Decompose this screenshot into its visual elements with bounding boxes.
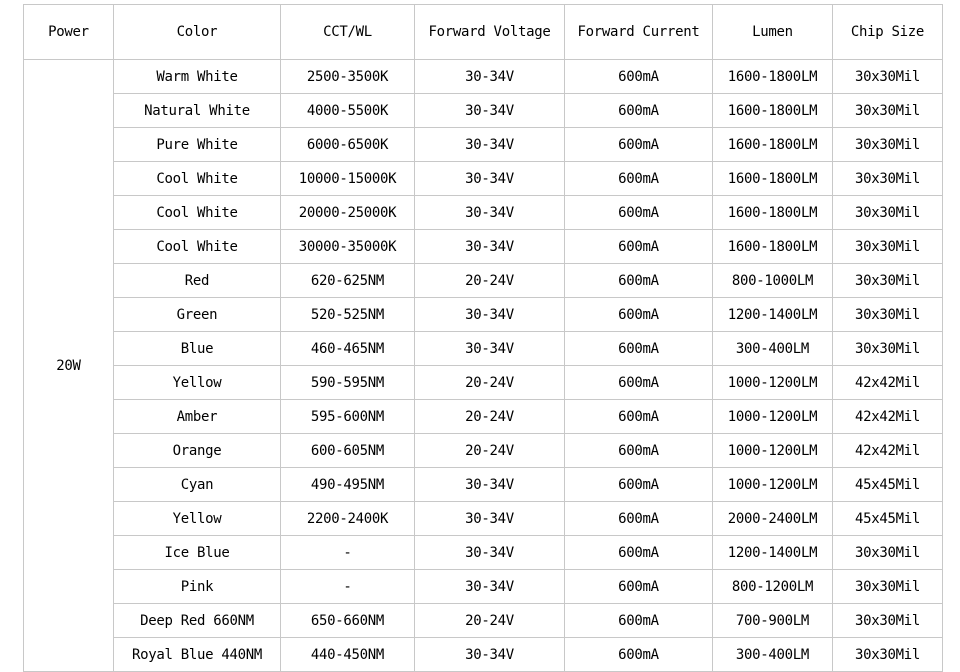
cell-lumen: 700-900LM — [713, 604, 833, 638]
cell-color: Yellow — [114, 366, 281, 400]
cell-cct-wl: 10000-15000K — [281, 162, 415, 196]
cell-cct-wl: 590-595NM — [281, 366, 415, 400]
cell-cct-wl: 4000-5500K — [281, 94, 415, 128]
cell-forward-voltage: 30-34V — [415, 230, 565, 264]
cell-lumen: 800-1200LM — [713, 570, 833, 604]
table-row — [24, 604, 943, 638]
cell-lumen: 1000-1200LM — [713, 468, 833, 502]
led-spec-table — [23, 4, 943, 672]
table-row — [24, 60, 943, 94]
cell-forward-voltage: 20-24V — [415, 366, 565, 400]
cell-chip-size: 30x30Mil — [833, 298, 943, 332]
cell-forward-voltage: 30-34V — [415, 468, 565, 502]
cell-lumen: 1600-1800LM — [713, 94, 833, 128]
cell-lumen: 800-1000LM — [713, 264, 833, 298]
cell-cct-wl: 2200-2400K — [281, 502, 415, 536]
cell-forward-current: 600mA — [565, 264, 713, 298]
cell-color: Blue — [114, 332, 281, 366]
cell-color: Red — [114, 264, 281, 298]
cell-forward-voltage: 30-34V — [415, 196, 565, 230]
table-row — [24, 162, 943, 196]
cell-chip-size: 30x30Mil — [833, 638, 943, 672]
cell-chip-size: 42x42Mil — [833, 366, 943, 400]
cell-lumen: 300-400LM — [713, 332, 833, 366]
table-row — [24, 536, 943, 570]
cell-chip-size: 30x30Mil — [833, 264, 943, 298]
cell-forward-current: 600mA — [565, 366, 713, 400]
header-cct-wl: CCT/WL — [281, 5, 415, 60]
cell-forward-current: 600mA — [565, 298, 713, 332]
cell-cct-wl: 6000-6500K — [281, 128, 415, 162]
cell-lumen: 1200-1400LM — [713, 298, 833, 332]
cell-forward-current: 600mA — [565, 94, 713, 128]
cell-chip-size: 30x30Mil — [833, 196, 943, 230]
cell-forward-voltage: 20-24V — [415, 604, 565, 638]
cell-color: Pink — [114, 570, 281, 604]
cell-forward-current: 600mA — [565, 570, 713, 604]
cell-power: 20W — [24, 60, 114, 672]
table-row — [24, 502, 943, 536]
table-row — [24, 94, 943, 128]
cell-lumen: 1600-1800LM — [713, 60, 833, 94]
header-lumen: Lumen — [713, 5, 833, 60]
table-row — [24, 264, 943, 298]
header-color: Color — [114, 5, 281, 60]
cell-chip-size: 30x30Mil — [833, 230, 943, 264]
cell-forward-voltage: 20-24V — [415, 434, 565, 468]
cell-chip-size: 30x30Mil — [833, 94, 943, 128]
cell-color: Cool White — [114, 230, 281, 264]
cell-color: Cyan — [114, 468, 281, 502]
cell-cct-wl: 20000-25000K — [281, 196, 415, 230]
header-power: Power — [24, 5, 114, 60]
cell-color: Deep Red 660NM — [114, 604, 281, 638]
cell-lumen: 1000-1200LM — [713, 366, 833, 400]
cell-forward-voltage: 30-34V — [415, 536, 565, 570]
cell-forward-current: 600mA — [565, 638, 713, 672]
cell-forward-current: 600mA — [565, 400, 713, 434]
cell-chip-size: 42x42Mil — [833, 400, 943, 434]
cell-color: Ice Blue — [114, 536, 281, 570]
cell-cct-wl: 620-625NM — [281, 264, 415, 298]
cell-chip-size: 30x30Mil — [833, 570, 943, 604]
header-forward-voltage: Forward Voltage — [415, 5, 565, 60]
cell-forward-current: 600mA — [565, 230, 713, 264]
cell-chip-size: 30x30Mil — [833, 604, 943, 638]
cell-chip-size: 30x30Mil — [833, 60, 943, 94]
cell-color: Royal Blue 440NM — [114, 638, 281, 672]
cell-color: Amber — [114, 400, 281, 434]
cell-forward-current: 600mA — [565, 468, 713, 502]
cell-cct-wl: - — [281, 570, 415, 604]
cell-lumen: 1600-1800LM — [713, 230, 833, 264]
table-row — [24, 400, 943, 434]
cell-color: Cool White — [114, 196, 281, 230]
cell-forward-voltage: 30-34V — [415, 298, 565, 332]
cell-forward-voltage: 30-34V — [415, 638, 565, 672]
cell-color: Orange — [114, 434, 281, 468]
table-row — [24, 298, 943, 332]
table-row — [24, 128, 943, 162]
cell-chip-size: 30x30Mil — [833, 332, 943, 366]
header-chip-size: Chip Size — [833, 5, 943, 60]
cell-chip-size: 42x42Mil — [833, 434, 943, 468]
table-row — [24, 434, 943, 468]
table-row — [24, 638, 943, 672]
cell-lumen: 1600-1800LM — [713, 128, 833, 162]
cell-cct-wl: 595-600NM — [281, 400, 415, 434]
cell-forward-current: 600mA — [565, 434, 713, 468]
cell-forward-voltage: 30-34V — [415, 570, 565, 604]
cell-cct-wl: 440-450NM — [281, 638, 415, 672]
cell-forward-current: 600mA — [565, 60, 713, 94]
table-row — [24, 570, 943, 604]
cell-forward-current: 600mA — [565, 196, 713, 230]
cell-color: Warm White — [114, 60, 281, 94]
cell-lumen: 1000-1200LM — [713, 434, 833, 468]
header-forward-current: Forward Current — [565, 5, 713, 60]
cell-cct-wl: 460-465NM — [281, 332, 415, 366]
cell-cct-wl: 490-495NM — [281, 468, 415, 502]
cell-color: Yellow — [114, 502, 281, 536]
cell-forward-voltage: 30-34V — [415, 94, 565, 128]
cell-cct-wl: 2500-3500K — [281, 60, 415, 94]
cell-forward-current: 600mA — [565, 162, 713, 196]
table-row — [24, 196, 943, 230]
cell-forward-voltage: 20-24V — [415, 400, 565, 434]
cell-lumen: 1200-1400LM — [713, 536, 833, 570]
cell-color: Natural White — [114, 94, 281, 128]
cell-forward-current: 600mA — [565, 502, 713, 536]
cell-forward-voltage: 30-34V — [415, 332, 565, 366]
cell-cct-wl: 30000-35000K — [281, 230, 415, 264]
header-row — [24, 5, 943, 60]
cell-forward-voltage: 30-34V — [415, 60, 565, 94]
cell-cct-wl: - — [281, 536, 415, 570]
table-row — [24, 332, 943, 366]
cell-color: Green — [114, 298, 281, 332]
cell-lumen: 1000-1200LM — [713, 400, 833, 434]
table-row — [24, 230, 943, 264]
table-body — [24, 60, 943, 672]
cell-forward-current: 600mA — [565, 536, 713, 570]
cell-forward-voltage: 20-24V — [415, 264, 565, 298]
cell-cct-wl: 600-605NM — [281, 434, 415, 468]
cell-lumen: 1600-1800LM — [713, 162, 833, 196]
table-row — [24, 366, 943, 400]
cell-forward-voltage: 30-34V — [415, 128, 565, 162]
cell-lumen: 2000-2400LM — [713, 502, 833, 536]
table-row — [24, 468, 943, 502]
cell-chip-size: 45x45Mil — [833, 502, 943, 536]
cell-forward-current: 600mA — [565, 128, 713, 162]
cell-cct-wl: 520-525NM — [281, 298, 415, 332]
cell-forward-current: 600mA — [565, 332, 713, 366]
cell-chip-size: 45x45Mil — [833, 468, 943, 502]
cell-chip-size: 30x30Mil — [833, 162, 943, 196]
cell-cct-wl: 650-660NM — [281, 604, 415, 638]
cell-chip-size: 30x30Mil — [833, 536, 943, 570]
cell-forward-voltage: 30-34V — [415, 502, 565, 536]
cell-color: Pure White — [114, 128, 281, 162]
cell-forward-current: 600mA — [565, 604, 713, 638]
cell-color: Cool White — [114, 162, 281, 196]
cell-forward-voltage: 30-34V — [415, 162, 565, 196]
cell-lumen: 300-400LM — [713, 638, 833, 672]
cell-chip-size: 30x30Mil — [833, 128, 943, 162]
cell-lumen: 1600-1800LM — [713, 196, 833, 230]
